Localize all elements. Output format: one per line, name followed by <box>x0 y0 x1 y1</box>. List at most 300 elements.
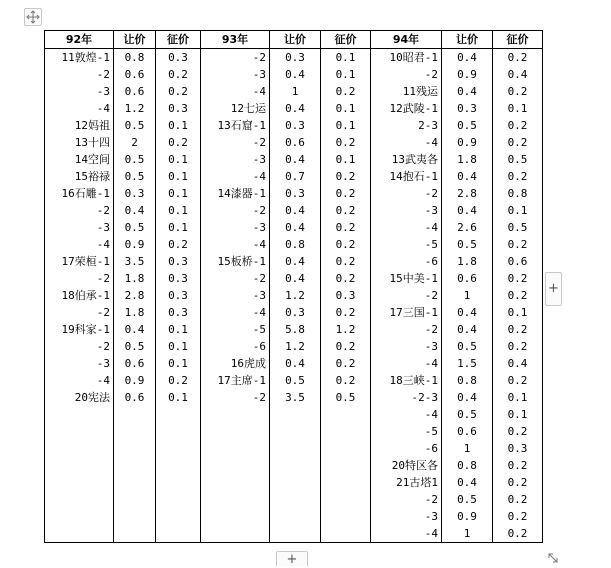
cell-item-1993[interactable]: -4 <box>201 236 270 253</box>
cell-rang-price-1993[interactable] <box>270 423 321 440</box>
cell-rang-price-1992[interactable]: 2.8 <box>114 287 156 304</box>
cell-zheng-price-1994[interactable]: 0.8 <box>493 185 543 202</box>
cell-rang-price-1992[interactable]: 0.6 <box>114 83 156 100</box>
table-row <box>45 372 543 389</box>
cell-item-1992[interactable]: -4 <box>45 372 114 389</box>
cell-item-1993[interactable] <box>201 525 270 543</box>
cell-rang-price-1992[interactable]: 0.6 <box>114 355 156 372</box>
cell-rang-price-1992[interactable] <box>114 440 156 457</box>
cell-item-1994[interactable]: -4 <box>371 134 442 151</box>
cell-item-1992[interactable]: 13十四 <box>45 134 114 151</box>
cell-item-1992[interactable]: 16石雕-1 <box>45 185 114 202</box>
table-row <box>45 525 543 543</box>
cell-rang-price-1992[interactable]: 0.9 <box>114 236 156 253</box>
header-zheng-price-1993[interactable]: 征价 <box>321 31 371 49</box>
cell-zheng-price-1994[interactable]: 0.1 <box>493 389 543 406</box>
table-row <box>45 508 543 525</box>
cell-zheng-price-1993[interactable]: 1.2 <box>321 321 371 338</box>
cell-item-1992[interactable]: -3 <box>45 219 114 236</box>
cell-item-1993[interactable] <box>201 406 270 423</box>
table-row <box>45 83 543 100</box>
cell-rang-price-1994[interactable]: 0.9 <box>442 508 493 525</box>
cell-rang-price-1994[interactable]: 0.5 <box>442 236 493 253</box>
cell-zheng-price-1993[interactable]: 0.5 <box>321 389 371 406</box>
cell-item-1994[interactable]: -6 <box>371 253 442 270</box>
cell-rang-price-1994[interactable]: 0.4 <box>442 202 493 219</box>
cell-zheng-price-1993[interactable]: 0.2 <box>321 304 371 321</box>
cell-zheng-price-1992[interactable]: 0.2 <box>156 134 201 151</box>
cell-rang-price-1992[interactable]: 0.3 <box>114 185 156 202</box>
cell-rang-price-1994[interactable]: 1 <box>442 440 493 457</box>
cell-item-1993[interactable]: 17主席-1 <box>201 372 270 389</box>
cell-item-1992[interactable] <box>45 525 114 543</box>
add-column-button[interactable]: + <box>545 272 562 306</box>
cell-zheng-price-1992[interactable] <box>156 474 201 491</box>
cell-zheng-price-1993[interactable]: 0.1 <box>321 117 371 134</box>
cell-zheng-price-1993[interactable] <box>321 457 371 474</box>
cell-rang-price-1993[interactable]: 0.4 <box>270 66 321 83</box>
cell-zheng-price-1993[interactable]: 0.2 <box>321 185 371 202</box>
cell-item-1992[interactable]: 20宪法 <box>45 389 114 406</box>
cell-item-1994[interactable]: -2 <box>371 287 442 304</box>
cell-item-1994[interactable]: -3 <box>371 508 442 525</box>
cell-rang-price-1994[interactable]: 0.4 <box>442 389 493 406</box>
header-zheng-price-1994[interactable]: 征价 <box>493 31 543 49</box>
header-1993[interactable]: 93年 <box>201 31 270 49</box>
cell-item-1993[interactable]: -3 <box>201 219 270 236</box>
cell-zheng-price-1993[interactable]: 0.2 <box>321 168 371 185</box>
cell-item-1994[interactable]: -4 <box>371 525 442 543</box>
cell-zheng-price-1994[interactable]: 0.2 <box>493 491 543 508</box>
cell-rang-price-1993[interactable]: 0.8 <box>270 236 321 253</box>
cell-item-1994[interactable]: 21古塔1 <box>371 474 442 491</box>
table-row <box>45 117 543 134</box>
cell-item-1994[interactable]: -4 <box>371 219 442 236</box>
cell-rang-price-1993[interactable]: 0.7 <box>270 168 321 185</box>
cell-zheng-price-1993[interactable]: 0.2 <box>321 236 371 253</box>
cell-rang-price-1993[interactable] <box>270 525 321 543</box>
cell-rang-price-1993[interactable]: 0.6 <box>270 134 321 151</box>
cell-rang-price-1994[interactable]: 0.9 <box>442 66 493 83</box>
cell-zheng-price-1994[interactable]: 0.2 <box>493 168 543 185</box>
cell-item-1993[interactable]: -2 <box>201 202 270 219</box>
cell-zheng-price-1992[interactable]: 0.1 <box>156 389 201 406</box>
cell-zheng-price-1994[interactable]: 0.6 <box>493 253 543 270</box>
cell-zheng-price-1994[interactable]: 0.1 <box>493 406 543 423</box>
cell-item-1993[interactable]: -2 <box>201 389 270 406</box>
cell-zheng-price-1994[interactable]: 0.1 <box>493 202 543 219</box>
cell-rang-price-1993[interactable]: 0.4 <box>270 270 321 287</box>
cell-rang-price-1994[interactable]: 0.6 <box>442 423 493 440</box>
cell-item-1993[interactable]: -4 <box>201 304 270 321</box>
cell-rang-price-1992[interactable] <box>114 423 156 440</box>
cell-zheng-price-1992[interactable]: 0.3 <box>156 287 201 304</box>
cell-item-1992[interactable] <box>45 508 114 525</box>
cell-zheng-price-1993[interactable] <box>321 525 371 543</box>
header-rang-price-1993[interactable]: 让价 <box>270 31 321 49</box>
cell-rang-price-1993[interactable]: 5.8 <box>270 321 321 338</box>
cell-rang-price-1993[interactable]: 1.2 <box>270 287 321 304</box>
cell-rang-price-1992[interactable] <box>114 525 156 543</box>
cell-item-1992[interactable]: 12妈祖 <box>45 117 114 134</box>
table-row <box>45 66 543 83</box>
cell-item-1993[interactable]: -6 <box>201 338 270 355</box>
cell-rang-price-1993[interactable]: 0.4 <box>270 100 321 117</box>
cell-item-1992[interactable]: -2 <box>45 338 114 355</box>
cell-item-1994[interactable]: 14抱石-1 <box>371 168 442 185</box>
cell-rang-price-1994[interactable]: 0.8 <box>442 372 493 389</box>
cell-item-1994[interactable]: 20特区各 <box>371 457 442 474</box>
cell-rang-price-1993[interactable]: 0.3 <box>270 185 321 202</box>
cell-zheng-price-1994[interactable]: 0.2 <box>493 134 543 151</box>
cell-zheng-price-1992[interactable] <box>156 491 201 508</box>
cell-zheng-price-1993[interactable]: 0.1 <box>321 100 371 117</box>
cell-rang-price-1993[interactable]: 0.4 <box>270 219 321 236</box>
cell-rang-price-1993[interactable]: 0.3 <box>270 49 321 67</box>
cell-zheng-price-1992[interactable]: 0.3 <box>156 270 201 287</box>
cell-item-1994[interactable]: 10昭君-1 <box>371 49 442 67</box>
cell-zheng-price-1992[interactable] <box>156 508 201 525</box>
cell-rang-price-1994[interactable]: 0.4 <box>442 83 493 100</box>
cell-rang-price-1994[interactable]: 0.4 <box>442 49 493 67</box>
header-rang-price-1992[interactable]: 让价 <box>114 31 156 49</box>
cell-rang-price-1994[interactable]: 1 <box>442 525 493 543</box>
cell-zheng-price-1994[interactable]: 0.2 <box>493 287 543 304</box>
cell-item-1994[interactable]: -5 <box>371 423 442 440</box>
cell-item-1993[interactable]: 15板桥-1 <box>201 253 270 270</box>
cell-item-1992[interactable] <box>45 474 114 491</box>
table-row <box>45 355 543 372</box>
cell-zheng-price-1993[interactable]: 0.2 <box>321 338 371 355</box>
cell-zheng-price-1994[interactable]: 0.2 <box>493 372 543 389</box>
cell-rang-price-1994[interactable]: 0.5 <box>442 406 493 423</box>
cell-item-1992[interactable]: 14空间 <box>45 151 114 168</box>
cell-zheng-price-1994[interactable]: 0.2 <box>493 83 543 100</box>
table-row <box>45 236 543 253</box>
cell-rang-price-1992[interactable]: 0.5 <box>114 168 156 185</box>
cell-rang-price-1993[interactable] <box>270 474 321 491</box>
cell-item-1993[interactable] <box>201 491 270 508</box>
table-row <box>45 491 543 508</box>
cell-rang-price-1992[interactable] <box>114 508 156 525</box>
cell-zheng-price-1994[interactable]: 0.2 <box>493 321 543 338</box>
cell-zheng-price-1994[interactable]: 0.2 <box>493 117 543 134</box>
cell-zheng-price-1993[interactable]: 0.1 <box>321 49 371 67</box>
table-row <box>45 304 543 321</box>
cell-item-1993[interactable]: -3 <box>201 66 270 83</box>
cell-rang-price-1993[interactable]: 0.3 <box>270 304 321 321</box>
cell-rang-price-1993[interactable]: 1 <box>270 83 321 100</box>
cell-zheng-price-1992[interactable]: 0.3 <box>156 49 201 67</box>
cell-rang-price-1994[interactable]: 0.4 <box>442 321 493 338</box>
table-row <box>45 151 543 168</box>
cell-zheng-price-1994[interactable]: 0.1 <box>493 100 543 117</box>
cell-item-1994[interactable]: 17三国-1 <box>371 304 442 321</box>
cell-zheng-price-1992[interactable]: 0.1 <box>156 117 201 134</box>
cell-zheng-price-1993[interactable] <box>321 423 371 440</box>
cell-rang-price-1992[interactable] <box>114 474 156 491</box>
cell-zheng-price-1994[interactable]: 0.2 <box>493 236 543 253</box>
cell-item-1992[interactable]: 17荣桓-1 <box>45 253 114 270</box>
cell-rang-price-1993[interactable] <box>270 457 321 474</box>
cell-item-1993[interactable]: 13石窟-1 <box>201 117 270 134</box>
cell-item-1992[interactable]: -2 <box>45 270 114 287</box>
cell-item-1992[interactable] <box>45 491 114 508</box>
cell-rang-price-1992[interactable]: 0.5 <box>114 219 156 236</box>
cell-item-1993[interactable] <box>201 440 270 457</box>
cell-rang-price-1993[interactable]: 0.5 <box>270 372 321 389</box>
cell-zheng-price-1992[interactable] <box>156 423 201 440</box>
cell-zheng-price-1993[interactable]: 0.2 <box>321 202 371 219</box>
cell-zheng-price-1994[interactable]: 0.2 <box>493 423 543 440</box>
cell-rang-price-1992[interactable]: 1.2 <box>114 100 156 117</box>
cell-item-1992[interactable]: 15裕禄 <box>45 168 114 185</box>
cell-item-1994[interactable]: -3 <box>371 338 442 355</box>
cell-item-1993[interactable]: 12七运 <box>201 100 270 117</box>
cell-zheng-price-1994[interactable]: 0.5 <box>493 151 543 168</box>
cell-zheng-price-1994[interactable]: 0.2 <box>493 49 543 67</box>
cell-rang-price-1992[interactable]: 0.4 <box>114 202 156 219</box>
cell-rang-price-1994[interactable]: 0.9 <box>442 134 493 151</box>
cell-item-1992[interactable]: -4 <box>45 236 114 253</box>
cell-rang-price-1994[interactable]: 1.8 <box>442 253 493 270</box>
cell-item-1993[interactable] <box>201 457 270 474</box>
cell-zheng-price-1993[interactable]: 0.1 <box>321 66 371 83</box>
cell-item-1993[interactable]: -3 <box>201 151 270 168</box>
cell-zheng-price-1994[interactable]: 0.5 <box>493 219 543 236</box>
cell-zheng-price-1994[interactable]: 0.2 <box>493 338 543 355</box>
cell-rang-price-1992[interactable]: 0.6 <box>114 66 156 83</box>
cell-item-1994[interactable]: -3 <box>371 202 442 219</box>
cell-rang-price-1993[interactable]: 0.3 <box>270 117 321 134</box>
header-1994[interactable]: 94年 <box>371 31 442 49</box>
table-row <box>45 100 543 117</box>
cell-zheng-price-1993[interactable]: 0.2 <box>321 134 371 151</box>
cell-zheng-price-1993[interactable]: 0.2 <box>321 270 371 287</box>
cell-zheng-price-1992[interactable]: 0.3 <box>156 253 201 270</box>
header-1992[interactable]: 92年 <box>45 31 114 49</box>
cell-zheng-price-1993[interactable]: 0.3 <box>321 287 371 304</box>
cell-zheng-price-1992[interactable]: 0.1 <box>156 321 201 338</box>
table-row <box>45 287 543 304</box>
cell-item-1994[interactable]: -2 <box>371 185 442 202</box>
cell-zheng-price-1992[interactable]: 0.3 <box>156 100 201 117</box>
table-row <box>45 321 543 338</box>
cell-item-1993[interactable] <box>201 423 270 440</box>
cell-zheng-price-1992[interactable]: 0.1 <box>156 355 201 372</box>
cell-rang-price-1992[interactable]: 0.8 <box>114 49 156 67</box>
cell-item-1993[interactable]: -2 <box>201 49 270 67</box>
cell-zheng-price-1993[interactable]: 0.1 <box>321 151 371 168</box>
cell-item-1993[interactable]: -4 <box>201 168 270 185</box>
cell-zheng-price-1993[interactable]: 0.2 <box>321 372 371 389</box>
cell-zheng-price-1992[interactable]: 0.2 <box>156 236 201 253</box>
cell-zheng-price-1994[interactable]: 0.2 <box>493 508 543 525</box>
cell-item-1992[interactable] <box>45 457 114 474</box>
cell-zheng-price-1992[interactable]: 0.1 <box>156 185 201 202</box>
cell-item-1993[interactable]: 16虎成 <box>201 355 270 372</box>
cell-zheng-price-1994[interactable]: 0.3 <box>493 440 543 457</box>
cell-zheng-price-1992[interactable] <box>156 406 201 423</box>
cell-item-1994[interactable]: -2-3 <box>371 389 442 406</box>
cell-item-1993[interactable]: -3 <box>201 287 270 304</box>
cell-rang-price-1992[interactable]: 0.9 <box>114 372 156 389</box>
cell-item-1992[interactable]: -2 <box>45 202 114 219</box>
cell-rang-price-1993[interactable] <box>270 440 321 457</box>
cell-item-1993[interactable]: -2 <box>201 270 270 287</box>
cell-item-1994[interactable]: -5 <box>371 236 442 253</box>
cell-rang-price-1994[interactable]: 0.4 <box>442 304 493 321</box>
cell-zheng-price-1993[interactable] <box>321 491 371 508</box>
cell-rang-price-1992[interactable] <box>114 491 156 508</box>
table-row <box>45 474 543 491</box>
table-row <box>45 253 543 270</box>
cell-rang-price-1994[interactable]: 0.5 <box>442 338 493 355</box>
cell-zheng-price-1994[interactable]: 0.4 <box>493 355 543 372</box>
cell-rang-price-1993[interactable]: 0.4 <box>270 202 321 219</box>
cell-rang-price-1992[interactable] <box>114 457 156 474</box>
table-row <box>45 338 543 355</box>
cell-rang-price-1992[interactable]: 0.6 <box>114 389 156 406</box>
cell-zheng-price-1992[interactable]: 0.2 <box>156 66 201 83</box>
cell-rang-price-1992[interactable]: 1.8 <box>114 270 156 287</box>
cell-item-1992[interactable]: -2 <box>45 304 114 321</box>
table-row <box>45 219 543 236</box>
cell-rang-price-1994[interactable]: 0.8 <box>442 457 493 474</box>
cell-rang-price-1992[interactable]: 0.5 <box>114 338 156 355</box>
cell-rang-price-1993[interactable]: 0.4 <box>270 355 321 372</box>
cell-item-1992[interactable] <box>45 406 114 423</box>
cell-rang-price-1993[interactable]: 0.4 <box>270 151 321 168</box>
cell-zheng-price-1993[interactable]: 0.2 <box>321 219 371 236</box>
cell-zheng-price-1992[interactable]: 0.3 <box>156 304 201 321</box>
cell-zheng-price-1993[interactable] <box>321 508 371 525</box>
cell-zheng-price-1992[interactable]: 0.1 <box>156 202 201 219</box>
cell-item-1992[interactable]: -3 <box>45 83 114 100</box>
cell-zheng-price-1992[interactable] <box>156 440 201 457</box>
cell-zheng-price-1992[interactable]: 0.2 <box>156 83 201 100</box>
cell-zheng-price-1992[interactable]: 0.1 <box>156 338 201 355</box>
cell-rang-price-1994[interactable]: 0.5 <box>442 117 493 134</box>
table-row <box>45 49 543 67</box>
resize-diagonal-icon[interactable] <box>546 551 560 565</box>
cell-rang-price-1992[interactable]: 0.5 <box>114 151 156 168</box>
cell-item-1993[interactable] <box>201 474 270 491</box>
header-rang-price-1994[interactable]: 让价 <box>442 31 493 49</box>
header-zheng-price-1992[interactable]: 征价 <box>156 31 201 49</box>
cell-zheng-price-1992[interactable]: 0.2 <box>156 372 201 389</box>
table-row <box>45 440 543 457</box>
table-row <box>45 457 543 474</box>
cell-zheng-price-1992[interactable]: 0.1 <box>156 219 201 236</box>
cell-item-1994[interactable]: 12武陵-1 <box>371 100 442 117</box>
cell-item-1993[interactable]: 14漆器-1 <box>201 185 270 202</box>
cell-rang-price-1992[interactable]: 0.4 <box>114 321 156 338</box>
cell-item-1994[interactable]: -4 <box>371 406 442 423</box>
cell-rang-price-1993[interactable] <box>270 491 321 508</box>
table-row <box>45 202 543 219</box>
cell-rang-price-1994[interactable]: 0.5 <box>442 491 493 508</box>
cell-item-1994[interactable]: -4 <box>371 355 442 372</box>
cell-zheng-price-1993[interactable]: 0.2 <box>321 83 371 100</box>
cell-item-1994[interactable]: 15中美-1 <box>371 270 442 287</box>
cell-item-1993[interactable]: -2 <box>201 134 270 151</box>
cell-rang-price-1993[interactable]: 3.5 <box>270 389 321 406</box>
cell-rang-price-1993[interactable]: 1.2 <box>270 338 321 355</box>
cell-zheng-price-1993[interactable] <box>321 440 371 457</box>
cell-item-1994[interactable]: -6 <box>371 440 442 457</box>
cell-item-1992[interactable]: -3 <box>45 355 114 372</box>
cell-rang-price-1994[interactable]: 2.6 <box>442 219 493 236</box>
cell-item-1994[interactable]: 13武夷各 <box>371 151 442 168</box>
cell-item-1994[interactable]: 2-3 <box>371 117 442 134</box>
move-arrows-icon <box>26 10 40 24</box>
cell-rang-price-1994[interactable]: 0.6 <box>442 270 493 287</box>
cell-item-1994[interactable]: -2 <box>371 321 442 338</box>
cell-item-1994[interactable]: -2 <box>371 66 442 83</box>
cell-item-1992[interactable]: 11敦煌-1 <box>45 49 114 67</box>
cell-zheng-price-1994[interactable]: 0.4 <box>493 66 543 83</box>
table-move-handle[interactable] <box>24 8 42 26</box>
cell-item-1992[interactable]: 19科家-1 <box>45 321 114 338</box>
cell-zheng-price-1994[interactable]: 0.2 <box>493 457 543 474</box>
cell-zheng-price-1992[interactable] <box>156 457 201 474</box>
cell-item-1992[interactable] <box>45 440 114 457</box>
cell-item-1993[interactable]: -4 <box>201 83 270 100</box>
cell-rang-price-1994[interactable]: 1 <box>442 287 493 304</box>
cell-zheng-price-1993[interactable]: 0.2 <box>321 355 371 372</box>
cell-rang-price-1992[interactable]: 2 <box>114 134 156 151</box>
cell-rang-price-1994[interactable]: 0.3 <box>442 100 493 117</box>
cell-rang-price-1994[interactable]: 1.8 <box>442 151 493 168</box>
cell-rang-price-1993[interactable] <box>270 508 321 525</box>
cell-zheng-price-1994[interactable]: 0.2 <box>493 474 543 491</box>
cell-zheng-price-1992[interactable] <box>156 525 201 543</box>
cell-zheng-price-1994[interactable]: 0.1 <box>493 304 543 321</box>
cell-item-1992[interactable] <box>45 423 114 440</box>
cell-item-1994[interactable]: -2 <box>371 491 442 508</box>
table-row <box>45 134 543 151</box>
table-row <box>45 270 543 287</box>
cell-rang-price-1992[interactable]: 0.5 <box>114 117 156 134</box>
cell-item-1993[interactable]: -5 <box>201 321 270 338</box>
table-row <box>45 423 543 440</box>
cell-zheng-price-1993[interactable] <box>321 406 371 423</box>
cell-item-1994[interactable]: 18三峡-1 <box>371 372 442 389</box>
cell-rang-price-1992[interactable]: 1.8 <box>114 304 156 321</box>
cell-item-1992[interactable]: -2 <box>45 66 114 83</box>
cell-item-1993[interactable] <box>201 508 270 525</box>
cell-item-1994[interactable]: 11残运 <box>371 83 442 100</box>
cell-rang-price-1993[interactable] <box>270 406 321 423</box>
cell-rang-price-1994[interactable]: 2.8 <box>442 185 493 202</box>
add-row-button[interactable]: + <box>276 551 308 566</box>
cell-item-1992[interactable]: -4 <box>45 100 114 117</box>
cell-rang-price-1994[interactable]: 0.4 <box>442 474 493 491</box>
cell-rang-price-1993[interactable]: 0.4 <box>270 253 321 270</box>
cell-rang-price-1994[interactable]: 1.5 <box>442 355 493 372</box>
cell-zheng-price-1994[interactable]: 0.2 <box>493 270 543 287</box>
cell-item-1992[interactable]: 18伯承-1 <box>45 287 114 304</box>
cell-zheng-price-1993[interactable]: 0.2 <box>321 253 371 270</box>
cell-zheng-price-1992[interactable]: 0.1 <box>156 168 201 185</box>
cell-zheng-price-1992[interactable]: 0.1 <box>156 151 201 168</box>
cell-rang-price-1992[interactable] <box>114 406 156 423</box>
cell-rang-price-1992[interactable]: 3.5 <box>114 253 156 270</box>
cell-zheng-price-1993[interactable] <box>321 474 371 491</box>
cell-zheng-price-1994[interactable]: 0.2 <box>493 525 543 543</box>
cell-rang-price-1994[interactable]: 0.4 <box>442 168 493 185</box>
